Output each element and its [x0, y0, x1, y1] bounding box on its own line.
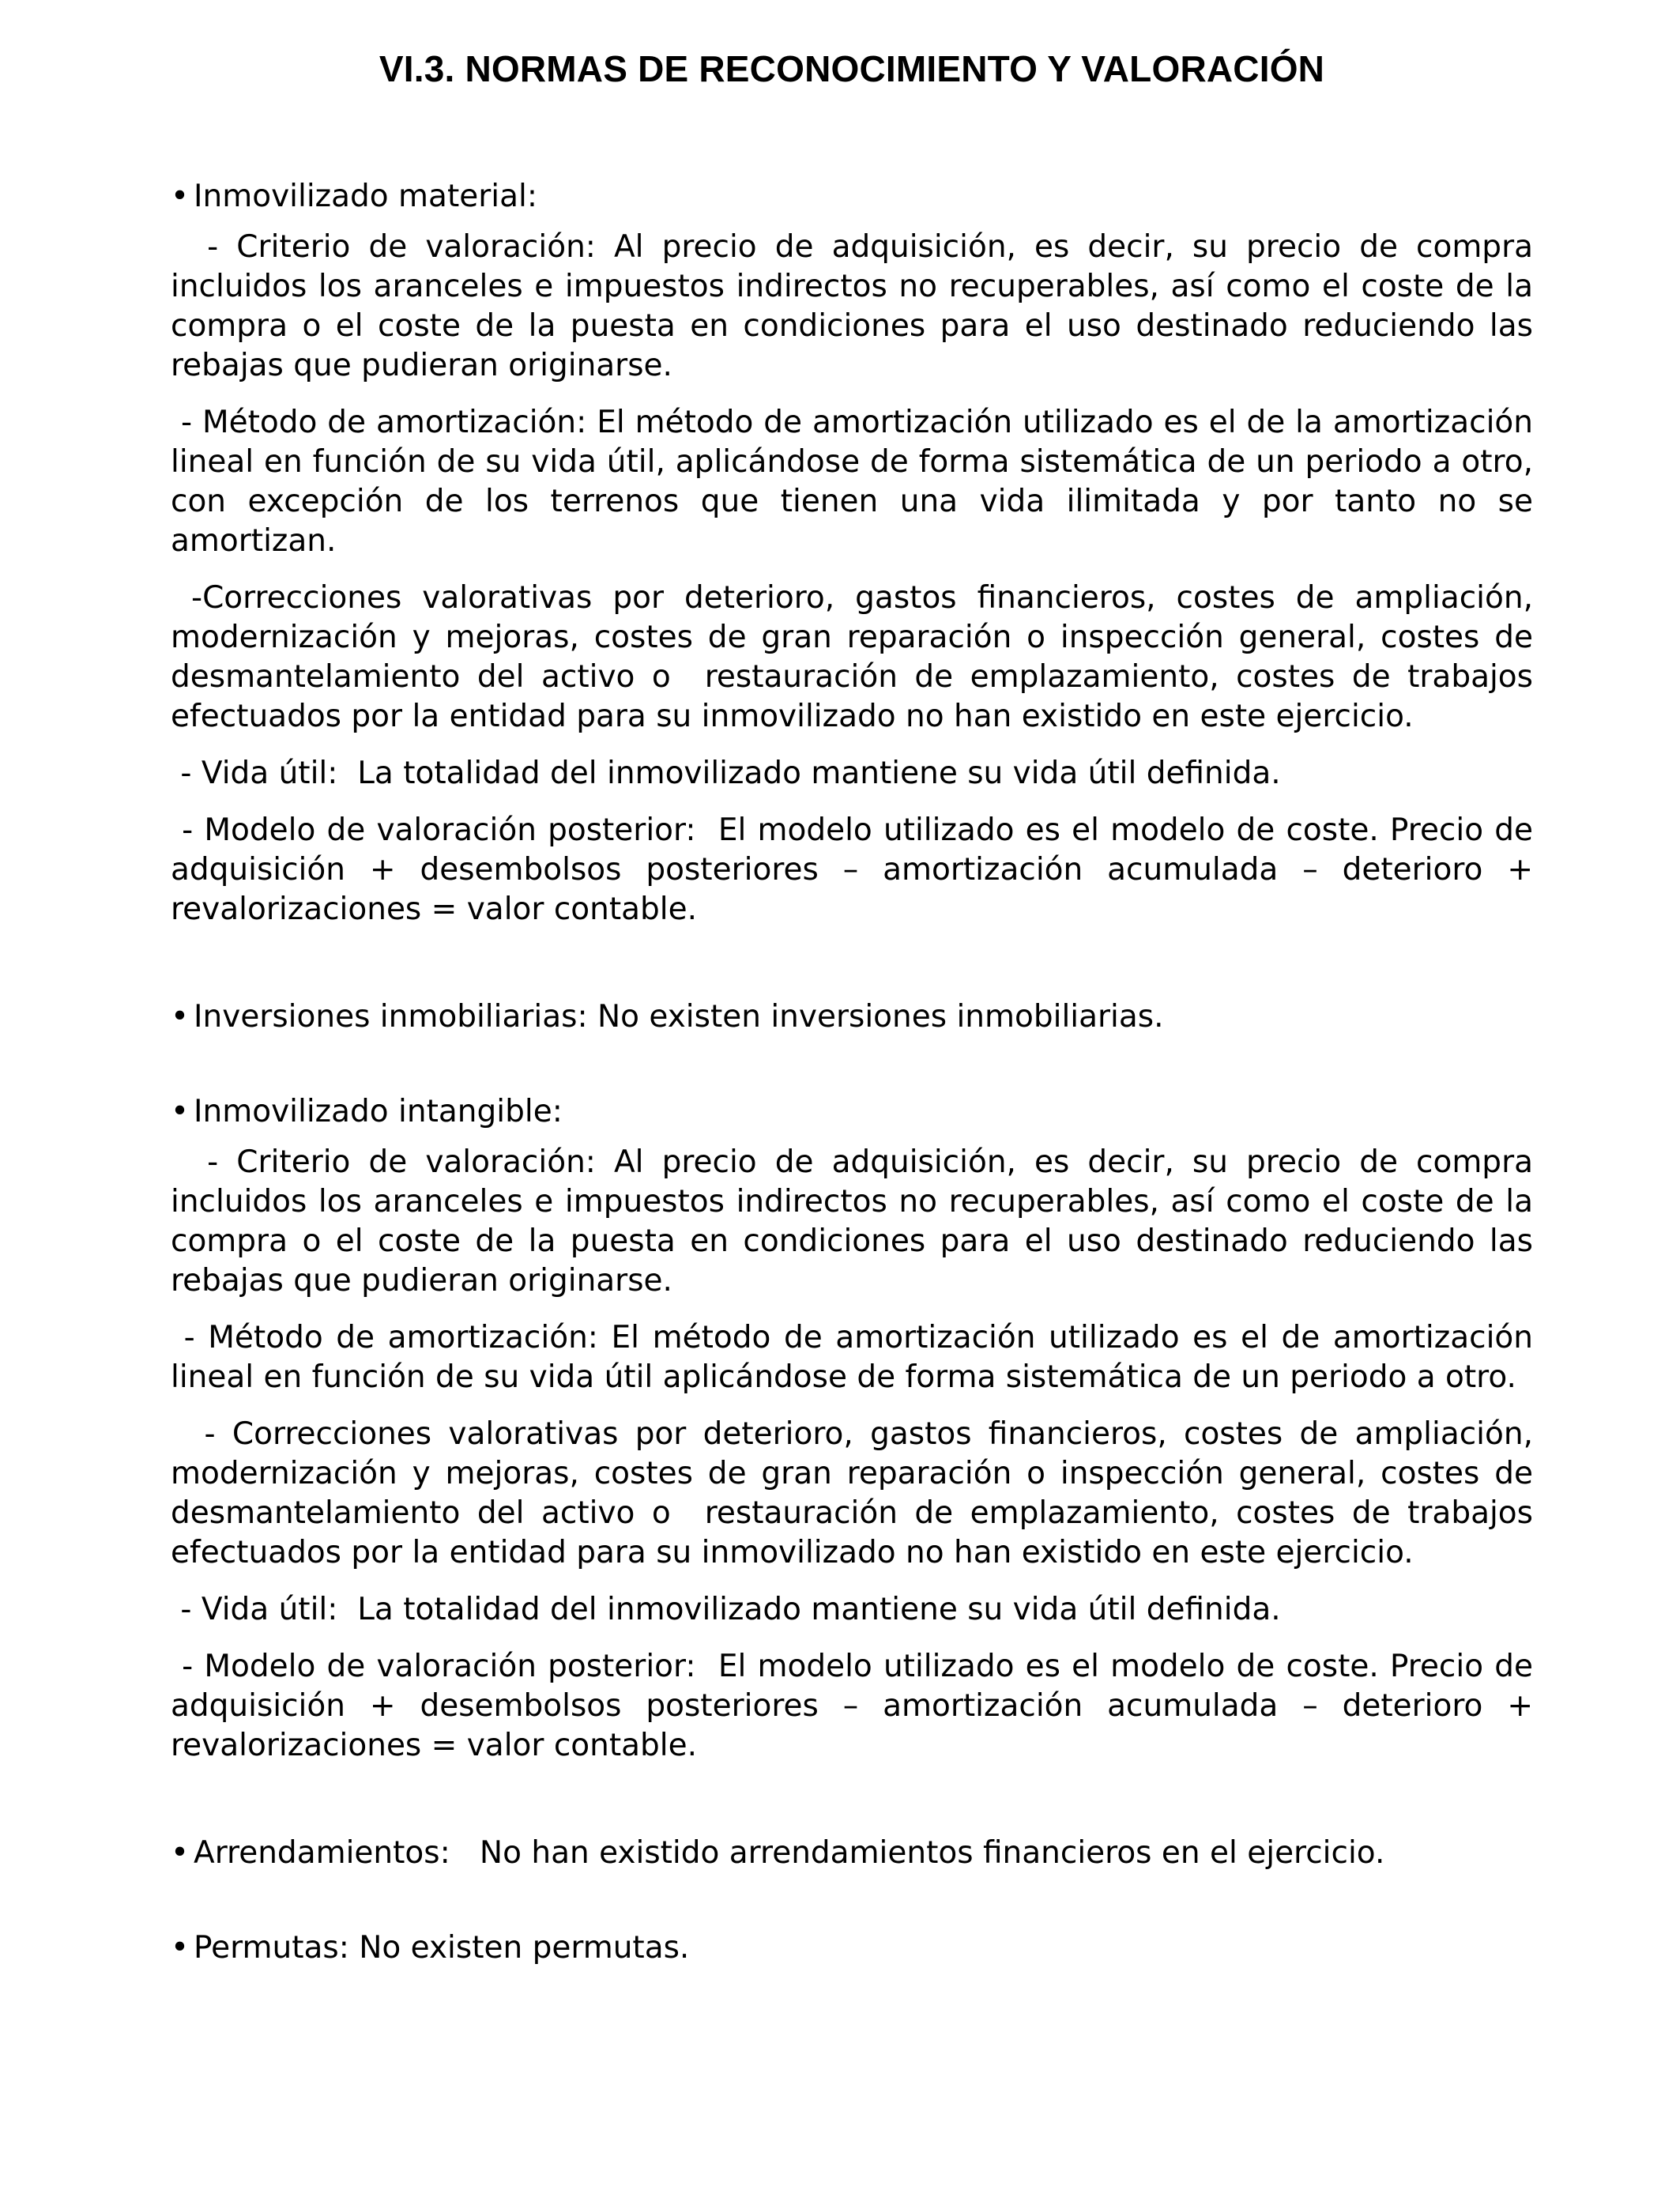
paragraph-criterio-valoracion: - Criterio de valoración: Al precio de adquisición, es decir, su precio de compra incluidos los aranceles e impuestos indirectos no recuperables, así como el coste de la compra o el coste de la puesta en condiciones para el uso destinado reduciendo las rebajas que pudieran originarse.: [171, 1144, 1543, 1299]
spacer: [171, 1884, 1533, 1928]
section-heading-text: Permutas: No existen permutas.: [194, 1930, 690, 1966]
bullet-icon: •: [171, 1835, 190, 1871]
section-heading-text: Inversiones inmobiliarias: No existen inversiones inmobiliarias.: [194, 999, 1164, 1035]
section-heading-text: Inmovilizado material:: [194, 179, 537, 214]
spacer: [171, 1048, 1533, 1092]
section-heading-arrendamientos: [171, 1834, 1533, 1873]
bullet-icon: •: [171, 1930, 190, 1966]
paragraph-vida-util: - Vida útil: La totalidad del inmovilizado mantiene su vida útil definida.: [171, 1592, 1281, 1627]
bullet-icon: •: [171, 1094, 190, 1129]
section-heading-inmovilizado-intangible: [171, 1092, 1533, 1132]
spacer: [171, 947, 1533, 997]
spacer: [171, 1783, 1533, 1834]
paragraph-correcciones-valorativas: -Correcciones valorativas por deterioro, gastos financieros, costes de ampliación, modernización y mejoras, costes de gran reparación o inspección general, costes de desmantelamiento del activo o restauración de emplazamiento, costes de trabajos efectuados por la entidad para su inmovilizado no han existido en este ejercicio.: [171, 580, 1543, 734]
paragraph-vida-util: - Vida útil: La totalidad del inmovilizado mantiene su vida útil definida.: [171, 756, 1281, 791]
paragraph-modelo-valoracion: - Modelo de valoración posterior: El modelo utilizado es el modelo de coste. Precio de adquisición + desembolsos posteriores – amortización acumulada – deterioro + revalorizaciones = valor contable.: [171, 1649, 1543, 1763]
section-heading-text: Inmovilizado intangible:: [194, 1094, 563, 1129]
paragraph-criterio-valoracion: - Criterio de valoración: Al precio de adquisición, es decir, su precio de compra incluidos los aranceles e impuestos indirectos no recuperables, así como el coste de la compra o el coste de la puesta en condiciones para el uso destinado reduciendo las rebajas que pudieran originarse.: [171, 229, 1543, 383]
paragraph-correcciones-valorativas: - Correcciones valorativas por deterioro, gastos financieros, costes de ampliación, modernización y mejoras, costes de gran reparación o inspección general, costes de desmantelamiento del activo o restauración de emplazamiento, costes de trabajos efectuados por la entidad para su inmovilizado no han existido en este ejercicio.: [171, 1416, 1543, 1570]
document-page: [171, 47, 1543, 1979]
section-heading-inversiones-inmobiliarias: [171, 997, 1533, 1037]
section-heading-inmovilizado-material: [171, 177, 1533, 217]
paragraph-metodo-amortizacion: - Método de amortización: El método de amortización utilizado es el de amortización lineal en función de su vida útil aplicándose de forma sistemática de un periodo a otro.: [171, 1320, 1543, 1395]
section-heading-text: Arrendamientos: No han existido arrendamientos financieros en el ejercicio.: [194, 1835, 1385, 1871]
paragraph-modelo-valoracion: - Modelo de valoración posterior: El modelo utilizado es el modelo de coste. Precio de adquisición + desembolsos posteriores – amortización acumulada – deterioro + revalorizaciones = valor contable.: [171, 812, 1543, 927]
page-title: VI.3. NORMAS DE RECONOCIMIENTO Y VALORACIÓN: [379, 48, 1325, 89]
section-heading-permutas: [171, 1928, 1533, 1968]
bullet-icon: •: [171, 999, 190, 1035]
document-body: [171, 177, 1543, 1968]
bullet-icon: •: [171, 179, 190, 214]
paragraph-metodo-amortizacion: - Método de amortización: El método de amortización utilizado es el de la amortización lineal en función de su vida útil, aplicándose de forma sistemática de un periodo a otro, con excepción de los terrenos que tienen una vida ilimitada y por tanto no se amortizan.: [171, 405, 1543, 559]
